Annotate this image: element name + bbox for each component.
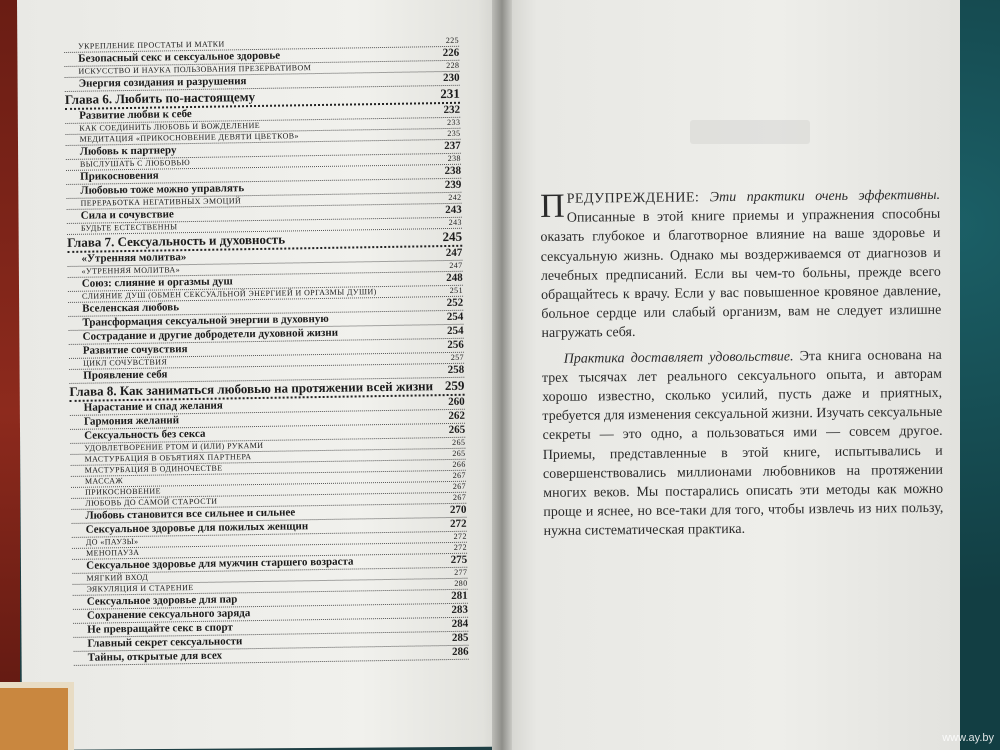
toc-entry-page: 225 xyxy=(445,35,460,46)
toc-entry-title: Проявление себя xyxy=(83,368,168,382)
toc-entry-title: Глава 7. Сексуальность и духовность xyxy=(67,231,286,250)
toc-entry-title: Сексуальное здоровье для пар xyxy=(86,593,238,608)
toc-entry-title: МАСТУРБАЦИЯ В ОДИНОЧЕСТВЕ xyxy=(84,463,223,475)
toc-entry-page: 247 xyxy=(449,260,463,270)
toc-entry-page: 280 xyxy=(454,578,468,588)
toc-entry-page: 266 xyxy=(452,459,466,469)
bleed-through-heading xyxy=(690,120,810,144)
toc-entry-title: Нарастание и спад желания xyxy=(83,399,223,414)
book-corner-bottom-left xyxy=(0,682,74,750)
toc-entry-title: Гармония желаний xyxy=(83,414,180,428)
warning-paragraph-2 xyxy=(542,345,944,541)
toc-entry-page: 275 xyxy=(450,553,468,566)
toc-entry-title: Энергия созидания и разрушения xyxy=(78,75,247,90)
toc-entry-page: 252 xyxy=(446,296,464,310)
toc-entry-page: 256 xyxy=(447,338,464,352)
toc-entry-page: 238 xyxy=(447,153,461,163)
toc-entry-page: 237 xyxy=(444,139,461,153)
toc-entry-page: 245 xyxy=(442,228,463,245)
toc-entry-page: 267 xyxy=(452,492,467,502)
toc-entry-page: 267 xyxy=(452,481,467,491)
toc-entry-page: 262 xyxy=(448,409,466,423)
toc-entry-title: Глава 6. Любить по-настоящему xyxy=(64,89,256,107)
toc-entry-page: 270 xyxy=(449,503,467,516)
toc-entry-page: 232 xyxy=(443,103,461,117)
toc-entry-title: УКРЕПЛЕНИЕ ПРОСТАТЫ И МАТКИ xyxy=(77,39,225,51)
toc-entry-page: 233 xyxy=(447,117,461,127)
toc-entry-page: 257 xyxy=(450,352,465,362)
toc-entry-title: Сохранение сексуального заряда xyxy=(86,607,251,622)
toc-entry-title: Любовь к партнеру xyxy=(79,144,177,158)
toc-entry-title: Не превращайте секс в спорт xyxy=(87,621,233,636)
toc-entry-page: 277 xyxy=(454,567,468,577)
toc-entry-title: Сила и сочувствие xyxy=(80,208,174,222)
warning-body-2: Эта книга основана на трех тысячах лет реального сексуального опыта, и авторам хорошо известно, сколько усилий, пусть даже и приятных, требуется для изменения сексуальной жизни. Изучать сексуальные секреты — это одно, а пользоваться ими — совсем другое. Приемы, представленные в этой книге, испытывались и совершенствовались миллионами любовников на протяжении многих веков. Мы постарались описать эти методы как можно проще и яснее, но все-таки для того, чтобы извлечь из них пользу, нужна систематическая практика. xyxy=(541,347,944,540)
toc-entry-page: 248 xyxy=(446,271,463,285)
toc-entry-title: МЕНОПАУЗА xyxy=(85,547,140,558)
toc-entry-title: ЭЯКУЛЯЦИЯ И СТАРЕНИЕ xyxy=(86,583,194,594)
drop-cap: П xyxy=(539,187,565,225)
toc-entry-title: ЦИКЛ СОЧУВСТВИЯ xyxy=(82,357,168,368)
toc-entry-page: 284 xyxy=(451,617,469,630)
toc-entry-title: «УТРЕННЯЯ МОЛИТВА» xyxy=(81,265,181,276)
toc-entry-title: Союз: слияние и оргазмы душ xyxy=(81,275,233,290)
toc-entry-title: МЯГКИЙ ВХОД xyxy=(86,572,149,583)
toc-entry-page: 226 xyxy=(442,46,460,60)
toc-entry-title: Сексуальность без секса xyxy=(84,427,206,442)
toc-entry-title: Любовью тоже можно управлять xyxy=(80,182,245,197)
toc-entry-page: 285 xyxy=(451,631,469,644)
toc-entry-title: Сострадание и другие добродетели духовной жизни xyxy=(82,326,339,343)
toc-entry-title: БУДЬТЕ ЕСТЕСТВЕННЫ xyxy=(80,222,178,233)
toc-entry-page: 228 xyxy=(446,60,460,70)
toc-entry-page: 239 xyxy=(444,178,462,192)
toc-entry-page: 283 xyxy=(451,603,469,616)
toc-entry-title: ПРИКОСНОВЕНИЕ xyxy=(85,486,161,497)
toc-entry-page: 286 xyxy=(452,645,469,658)
toc-entry-title: МАСТУРБАЦИЯ В ОБЪЯТИЯХ ПАРТНЕРА xyxy=(84,452,252,464)
toc-entry-page: 258 xyxy=(447,363,465,377)
toc-entry-page: 243 xyxy=(445,203,462,217)
table-of-contents xyxy=(64,36,469,666)
toc-entry-title: ДО «ПАУЗЫ» xyxy=(85,536,139,547)
site-watermark: www.ay.by xyxy=(942,732,994,744)
toc-entry-page: 254 xyxy=(446,324,464,338)
warning-lead-2-italic: Практика доставляет удовольствие. xyxy=(563,348,794,367)
warning-paragraph-1 xyxy=(540,186,942,344)
toc-entry-page: 247 xyxy=(445,246,463,260)
toc-entry-title: Любовь становится все сильнее и сильнее xyxy=(85,506,296,522)
toc-entry-title: Развитие любви к себе xyxy=(79,108,192,122)
toc-entry-title: Главный секрет сексуальности xyxy=(87,635,243,650)
toc-entry-title: Вселенская любовь xyxy=(82,301,180,315)
toc-entry-page: 230 xyxy=(443,71,460,85)
toc-entry-title: Сексуальное здоровье для мужчин старшего возраста xyxy=(86,555,354,572)
warning-lead: РЕДУПРЕЖДЕНИЕ: xyxy=(566,190,700,207)
toc-entry-title: КАК СОЕДИНИТЬ ЛЮБОВЬ И ВОЖДЕЛЕНИЕ xyxy=(79,120,261,133)
warning-body-1: Описанные в этой книге приемы и упражнения способны оказать глубокое и благотворное влияние на ваше здоровье и сексуальную жизнь. Однако мы воздерживаемся от диагнозов и лечебных предписаний. Если вы чем-то больны, прежде всего обращайтесь к врачу. Если у вас повышенное кровяное давление, больное сердце или слабый организм, вам не следует излишне нагружать себя. xyxy=(540,207,942,342)
book-gutter xyxy=(492,0,512,750)
toc-entry-page: 265 xyxy=(452,437,466,447)
toc-entry-page: 254 xyxy=(446,310,464,324)
toc-entry-page: 238 xyxy=(444,164,462,178)
toc-entry-page: 272 xyxy=(453,531,467,541)
toc-entry-page: 251 xyxy=(449,285,464,295)
toc-entry-page: 235 xyxy=(447,128,461,138)
warning-lead-italic: Эти практики очень эффективны. xyxy=(709,187,941,206)
toc-entry-title: МАССАЖ xyxy=(84,476,124,486)
toc-entry-page: 265 xyxy=(448,423,466,437)
toc-entry-title: ВЫСЛУШАТЬ С ЛЮБОВЬЮ xyxy=(79,158,191,169)
toc-entry-page: 281 xyxy=(451,589,468,602)
toc-entry-page: 259 xyxy=(444,377,465,394)
toc-entry-page: 243 xyxy=(448,217,462,227)
toc-entry-page: 272 xyxy=(453,542,468,552)
toc-entry-title: Безопасный секс и сексуальное здоровье xyxy=(78,49,281,65)
toc-entry-page: 260 xyxy=(448,395,465,409)
toc-entry-title: ЛЮБОВЬ ДО САМОЙ СТАРОСТИ xyxy=(85,496,218,508)
toc-entry-title: Развитие сочувствия xyxy=(82,343,188,357)
toc-entry-title: Сексуальное здоровье для пожилых женщин xyxy=(85,520,309,536)
toc-entry-page: 267 xyxy=(452,470,466,480)
toc-entry-page: 231 xyxy=(440,85,460,102)
warning-text xyxy=(540,186,944,542)
toc-entry-title: ИСКУССТВО И НАУКА ПОЛЬЗОВАНИЯ ПРЕЗЕРВАТИВОМ xyxy=(78,63,312,76)
toc-entry-title: Прикосновения xyxy=(80,169,159,183)
toc-entry-page: 265 xyxy=(452,448,466,458)
toc-entry-title: СЛИЯНИЕ ДУШ (ОБМЕН СЕКСУАЛЬНОЙ ЭНЕРГИЕЙ И ОРГАЗМЫ ДУШИ) xyxy=(81,287,377,301)
toc-entry-title: ПЕРЕРАБОТКА НЕГАТИВНЫХ ЭМОЦИЙ xyxy=(80,196,242,208)
toc-entry-title: Трансформация сексуальной энергии в духовную xyxy=(82,312,329,329)
toc-entry-title: Глава 8. Как заниматься любовью на протяжении всей жизни xyxy=(69,378,434,399)
toc-entry-title: Тайны, открытые для всех xyxy=(87,649,223,664)
toc-entry-title: МЕДИТАЦИЯ «ПРИКОСНОВЕНИЕ ДЕВЯТИ ЦВЕТКОВ» xyxy=(79,131,299,144)
toc-entry-page: 272 xyxy=(450,517,467,530)
toc-entry-title: «Утренняя молитва» xyxy=(81,251,187,265)
toc-entry-title: УДОВЛЕТВОРЕНИЕ РТОМ И (ИЛИ) РУКАМИ xyxy=(84,440,264,453)
toc-entry-page: 242 xyxy=(448,192,462,202)
